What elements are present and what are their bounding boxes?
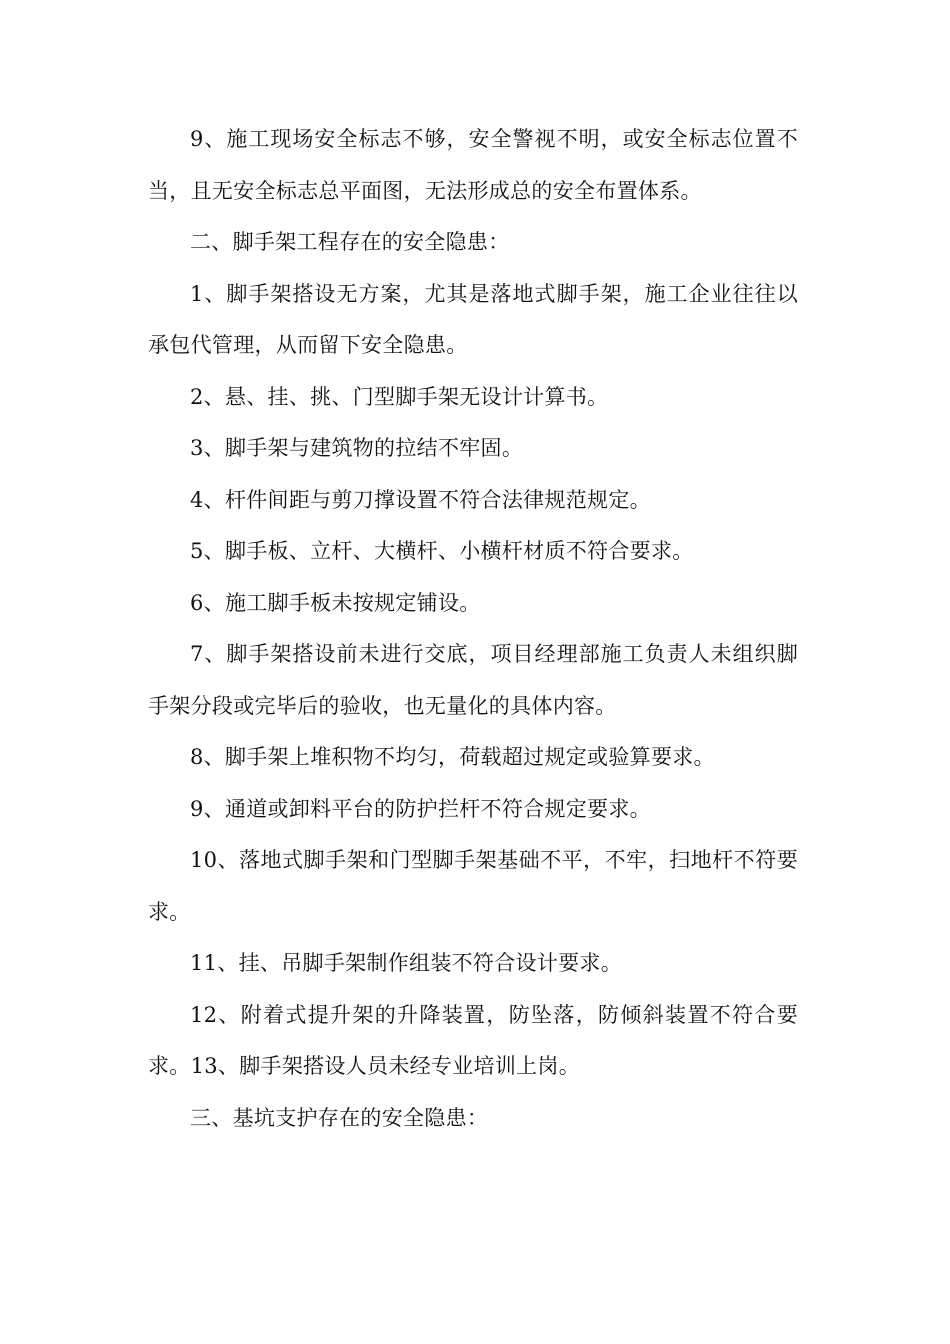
section-heading-scaffolding: 二、脚手架工程存在的安全隐患： — [190, 230, 510, 254]
paragraph-14: 12、附着式提升架的升降装置，防坠落，防倾斜装置不符合要求。13、脚手架搭设人员未经专业培训上岗。 — [148, 1002, 798, 1078]
paragraph-12: 10、落地式脚手架和门型脚手架基础不平，不牢，扫地杆不符要求。 — [148, 848, 798, 924]
paragraph-5: 3、脚手架与建筑物的拉结不牢固。 — [190, 436, 524, 460]
paragraph-9: 7、脚手架搭设前未进行交底，项目经理部施工负责人未组织脚手架分段或完毕后的验收，也无量化的具体内容。 — [148, 642, 798, 718]
paragraph-8: 6、施工脚手板未按规定铺设。 — [190, 590, 481, 615]
paragraph-10: 8、脚手架上堆积物不均匀，荷载超过规定或验算要求。 — [190, 745, 715, 769]
paragraph-3: 1、脚手架搭设无方案，尤其是落地式脚手架，施工企业往往以承包代管理，从而留下安全隐患。 — [148, 281, 798, 357]
paragraph-13: 11、挂、吊脚手架制作组装不符合设计要求。 — [190, 951, 623, 975]
paragraph-11: 9、通道或卸料平台的防护拦杆不符合规定要求。 — [190, 796, 651, 821]
paragraph-4: 2、悬、挂、挑、门型脚手架无设计计算书。 — [190, 384, 609, 409]
paragraph-1: 9、施工现场安全标志不够，安全警视不明，或安全标志位置不当，且无安全标志总平面图，无法形成总的安全布置体系。 — [148, 127, 798, 203]
section-heading-foundation-pit: 三、基坑支护存在的安全隐患： — [190, 1105, 489, 1130]
paragraph-7: 5、脚手板、立杆、大横杆、小横杆材质不符合要求。 — [190, 539, 694, 563]
document-body — [148, 114, 798, 1144]
paragraph-6: 4、杆件间距与剪刀撑设置不符合法律规范规定。 — [190, 487, 651, 512]
